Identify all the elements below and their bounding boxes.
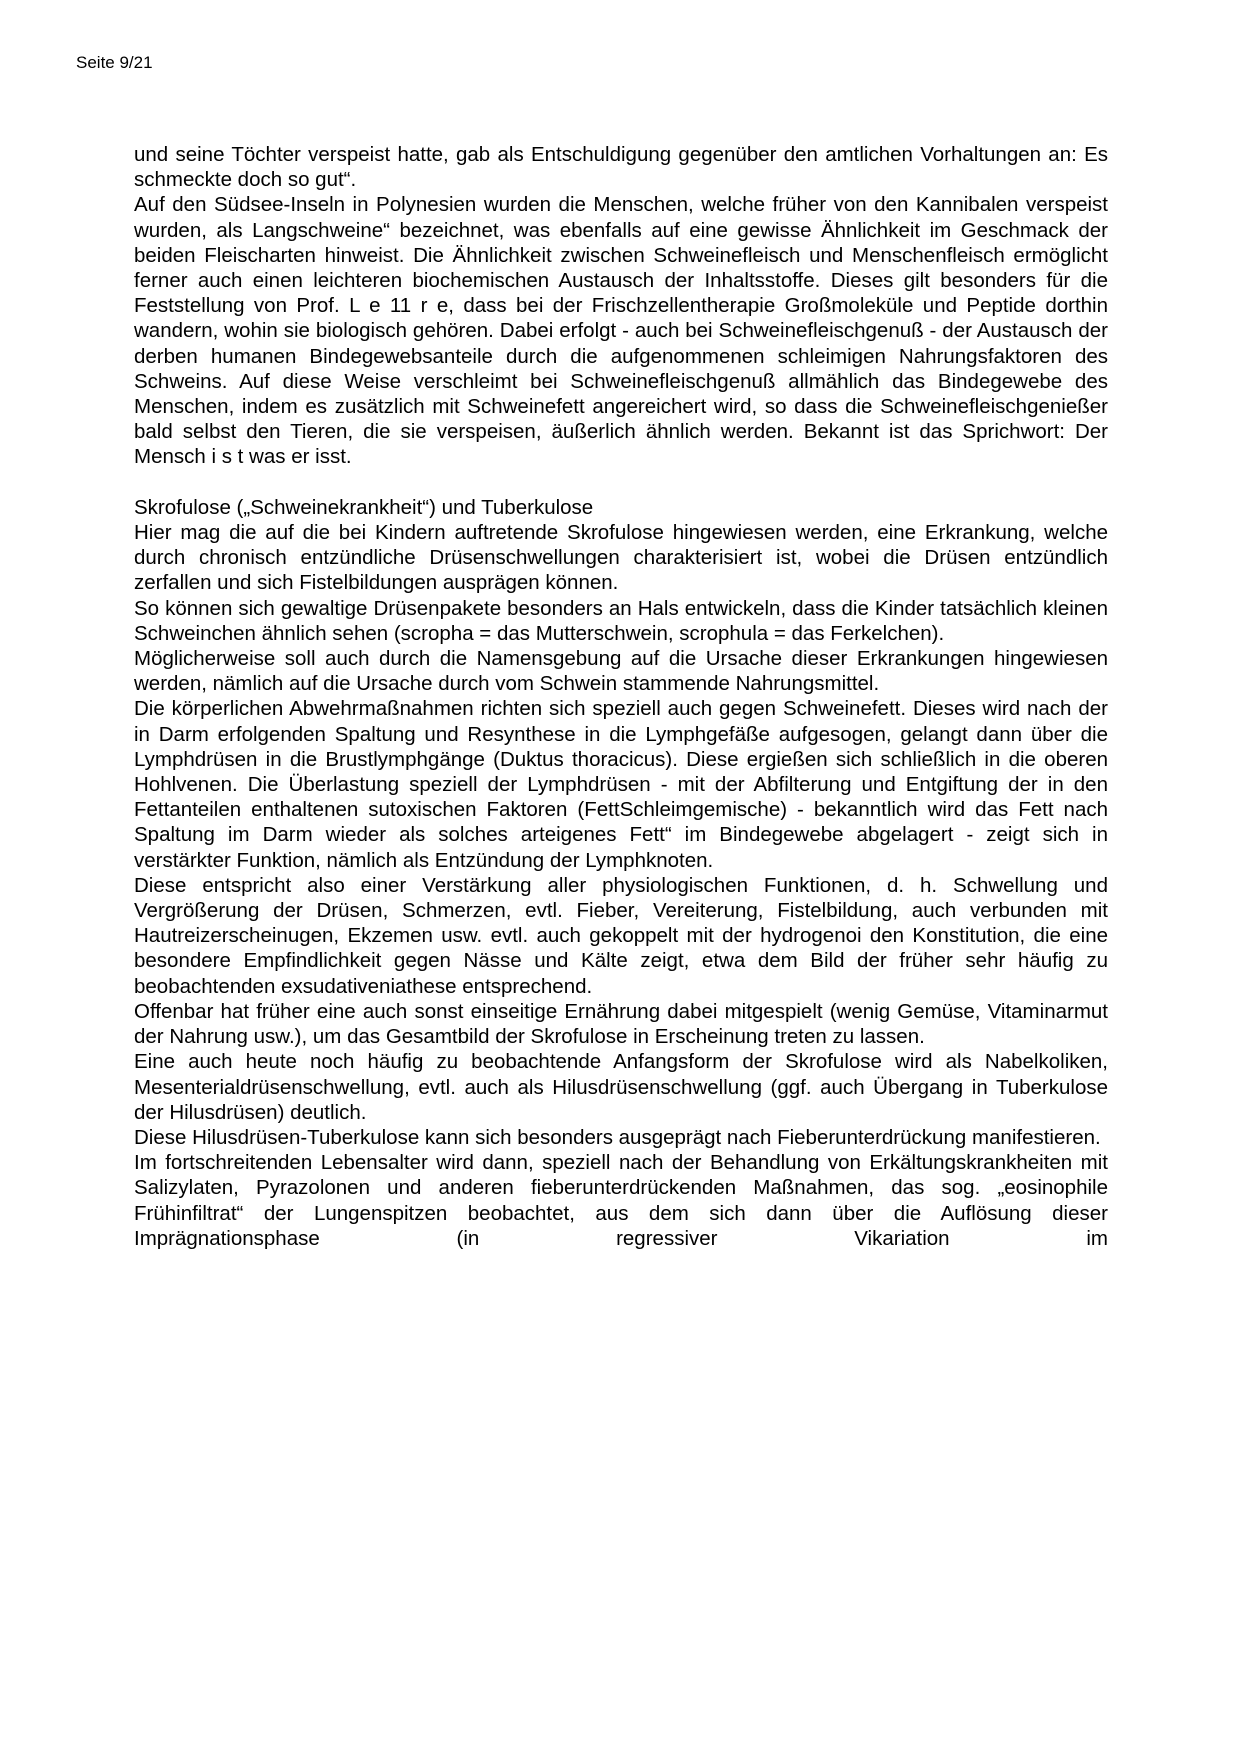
paragraph-continued: Im fortschreitenden Lebensalter wird dann, speziell nach der Behandlung von Erkältungskrankheiten mit Salizylaten, Pyrazolonen und anderen fieberunterdrückenden Maßnahmen, das sog. „eosinophile Frühinfiltrat“ der Lungenspitzen beobachtet, aus dem sich dann über die Auflösung dieser Imprägnationsphase (in regressiver Vikariation im (134, 1151, 1108, 1250)
paragraph: Möglicherweise soll auch durch die Namensgebung auf die Ursache dieser Erkrankungen hingewiesen werden, nämlich auf die Ursache durch vom Schwein stammende Nahrungsmittel. (134, 647, 1108, 696)
paragraph: Diese Hilusdrüsen-Tuberkulose kann sich besonders ausgeprägt nach Fieberunterdrückung manifestieren. (134, 1125, 1101, 1149)
paragraph: und seine Töchter verspeist hatte, gab als Entschuldigung gegenüber den amtlichen Vorhaltungen an: Es schmeckte doch so gut“. (134, 143, 1108, 192)
paragraph: Die körperlichen Abwehrmaßnahmen richten sich speziell auch gegen Schweinefett. Dieses wird nach der in Darm erfolgenden Spaltung und Resynthese in die Lymphgefäße aufgesogen, gelangt dann über die Lymphdrüsen in die Brustlymphgänge (Duktus thoracicus). Diese ergießen sich schließlich in die oberen Hohlvenen. Die Überlastung speziell der Lymphdrüsen - mit der Abfilterung und Entgiftung der in den Fettanteilen enthaltenen sutoxischen Faktoren (FettSchleimgemische) - bekanntlich wird das Fett nach Spaltung im Darm wieder als solches arteigenes Fett“ im Bindegewebe abgelagert - zeigt sich in verstärkter Funktion, nämlich als Entzündung der Lymphknoten. (134, 697, 1108, 872)
paragraph: So können sich gewaltige Drüsenpakete besonders an Hals entwickeln, dass die Kinder tatsächlich kleinen Schweinchen ähnlich sehen (scropha = das Mutterschwein, scrophula = das Ferkelchen). (134, 596, 1108, 645)
section-heading: Skrofulose („Schweinekrankheit“) und Tuberkulose (134, 495, 594, 519)
paragraph: Auf den Südsee-Inseln in Polynesien wurden die Menschen, welche früher von den Kannibalen verspeist wurden, als Langschweine“ bezeichnet, was ebenfalls auf eine gewisse Ähnlichkeit im Geschmack der beiden Fleischarten hinweist. Die Ähnlichkeit zwischen Schweinefleisch und Menschenfleisch ermöglicht ferner auch einen leichteren biochemischen Austausch der Inhaltsstoffe. Dieses gilt besonders für die Feststellung von Prof. L e 11 r e, dass bei der Frischzellentherapie Großmoleküle und Peptide dorthin wandern, wohin sie biologisch gehören. Dabei erfolgt - auch bei Schweinefleischgenuß - der Austausch der derben humanen Bindegewebsanteile durch die aufgenommenen schleimigen Nahrungsfaktoren des Schweins. Auf diese Weise verschleimt bei Schweinefleischgenuß allmählich das Bindegewebe des Menschen, indem es zusätzlich mit Schweinefett angereichert wird, so dass die Schweinefleischgenießer bald selbst den Tieren, die sie verspeisen, äußerlich ähnlich werden. Bekannt ist das Sprichwort: Der Mensch i s t was er isst. (134, 193, 1108, 469)
paragraph: Eine auch heute noch häufig zu beobachtende Anfangsform der Skrofulose wird als Nabelkoliken, Mesenterialdrüsenschwellung, evtl. auch als Hilusdrüsenschwellung (ggf. auch Übergang in Tuberkulose der Hilusdrüsen) deutlich. (134, 1050, 1108, 1124)
paragraph: Diese entspricht also einer Verstärkung aller physiologischen Funktionen, d. h. Schwellung und Vergrößerung der Drüsen, Schmerzen, evtl. Fieber, Vereiterung, Fistelbildung, auch verbunden mit Hautreizerscheinugen, Ekzemen usw. evtl. auch gekoppelt mit der hydrogenoi den Konstitution, die eine besondere Empfindlichkeit gegen Nässe und Kälte zeigt, etwa dem Bild der früher sehr häufig zu beobachtenden exsudativeniathese entsprechend. (134, 873, 1108, 998)
paragraph: Offenbar hat früher eine auch sonst einseitige Ernährung dabei mitgespielt (wenig Gemüse, Vitaminarmut der Nahrung usw.), um das Gesamtbild der Skrofulose in Erscheinung treten zu lassen. (134, 999, 1108, 1049)
paragraph-spacer (134, 470, 1108, 495)
paragraph: Hier mag die auf die bei Kindern auftretende Skrofulose hingewiesen werden, eine Erkrankung, welche durch chronisch entzündliche Drüsenschwellungen charakterisiert ist, wobei die Drüsen entzündlich zerfallen und sich Fistelbildungen ausprägen können. (134, 521, 1108, 595)
document-body (134, 142, 1108, 1251)
page-number-label: Seite 9/21 (76, 53, 153, 72)
